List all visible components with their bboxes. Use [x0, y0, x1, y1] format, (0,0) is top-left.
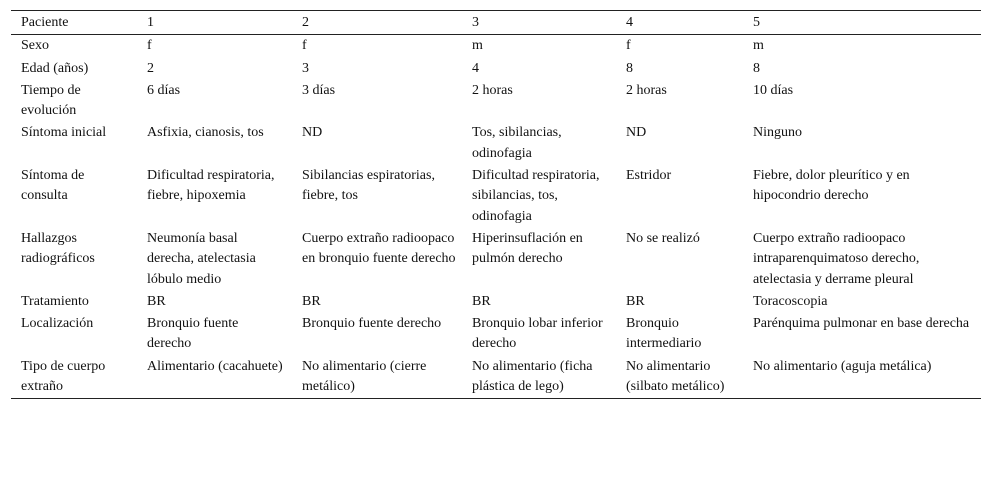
table-cell: Tos, sibilancias, odinofagia: [472, 125, 562, 161]
table-cell: f: [302, 38, 307, 54]
table-row-localizacion: [11, 313, 981, 356]
table-row-sintoma-consulta: [11, 165, 981, 228]
table-cell: Toracoscopia: [753, 293, 828, 309]
table-cell: 6 días: [147, 82, 181, 98]
table-cell: m: [753, 38, 764, 54]
table-cell: No se realizó: [626, 230, 700, 246]
table-cell: Dificultad respiratoria, sibilancias, tos, odinofagia: [472, 168, 600, 224]
row-label: Tratamiento: [21, 293, 89, 309]
table-cell: Cuerpo extraño radioopaco intraparenquimatoso derecho, atelectasia y derrame pleural: [753, 230, 920, 287]
table-row-edad: [11, 58, 981, 80]
table-cell: Bronquio fuente derecho: [147, 316, 239, 352]
table-row-hallazgos-radiograficos: [11, 228, 981, 291]
header-patient-5: 5: [753, 15, 760, 30]
table-row-sexo: [11, 35, 981, 58]
table-cell: Hiperinsuflación en pulmón derecho: [472, 230, 583, 267]
table-row-tipo-cuerpo-extrano: [11, 356, 981, 399]
row-label: Síntoma inicial: [21, 125, 107, 141]
table-cell: Neumonía basal derecha, atelectasia lóbulo medio: [147, 230, 256, 287]
table-cell: BR: [626, 293, 645, 309]
table-cell: Alimentario (cacahuete): [147, 358, 283, 374]
table-cell: No alimentario (ficha plástica de lego): [472, 358, 593, 395]
case-table: [11, 10, 981, 399]
table-cell: Cuerpo extraño radioopaco en bronquio fuente derecho: [302, 230, 456, 267]
table-cell: Parénquima pulmonar en base derecha: [753, 316, 970, 332]
table-cell: ND: [626, 125, 647, 141]
table-cell: Bronquio fuente derecho: [302, 316, 442, 332]
table-cell: 2 horas: [626, 82, 667, 98]
table-cell: Asfixia, cianosis, tos: [147, 125, 264, 141]
row-label: Edad (años): [21, 60, 89, 76]
table-cell: f: [626, 38, 631, 54]
header-label-paciente: Paciente: [21, 15, 69, 30]
table-cell: BR: [302, 293, 321, 309]
table-cell: 10 días: [753, 82, 794, 98]
table-cell: 8: [626, 60, 633, 76]
table-cell: No alimentario (aguja metálica): [753, 358, 932, 374]
table-row-tratamiento: [11, 291, 981, 313]
table-cell: 8: [753, 60, 760, 76]
row-label: Sexo: [21, 38, 49, 54]
table-cell: BR: [147, 293, 166, 309]
table-cell: No alimentario (silbato metálico): [626, 358, 725, 395]
table-cell: BR: [472, 293, 491, 309]
table-cell: Dificultad respiratoria, fiebre, hipoxemia: [147, 168, 275, 204]
table-cell: Ninguno: [753, 125, 802, 141]
table-cell: 4: [472, 60, 479, 76]
table-cell: Sibilancias espiratorias, fiebre, tos: [302, 168, 435, 204]
row-label: Tiempo de evolución: [21, 82, 81, 119]
table-cell: 3 días: [302, 82, 336, 98]
header-patient-3: 3: [472, 15, 479, 30]
table-cell: 2 horas: [472, 82, 513, 98]
row-label: Localización: [21, 316, 94, 332]
row-label: Hallazgos radiográficos: [21, 230, 95, 267]
table-cell: 2: [147, 60, 154, 76]
table-cell: Estridor: [626, 168, 672, 184]
row-label: Síntoma de consulta: [21, 168, 85, 204]
table-cell: 3: [302, 60, 309, 76]
case-table-container: [11, 10, 981, 399]
table-cell: ND: [302, 125, 323, 141]
table-row-sintoma-inicial: [11, 122, 981, 165]
table-cell: Bronquio lobar inferior derecho: [472, 316, 603, 352]
table-cell: Fiebre, dolor pleurítico y en hipocondrio derecho: [753, 168, 910, 204]
table-cell: m: [472, 38, 483, 54]
table-row-tiempo-evolucion: [11, 80, 981, 123]
table-cell: f: [147, 38, 152, 54]
table-header-row: [11, 11, 981, 35]
table-cell: Bronquio intermediario: [626, 316, 702, 352]
row-label: Tipo de cuerpo extraño: [21, 358, 106, 395]
header-patient-4: 4: [626, 15, 633, 30]
header-patient-1: 1: [147, 15, 154, 30]
header-patient-2: 2: [302, 15, 309, 30]
table-cell: No alimentario (cierre metálico): [302, 358, 427, 395]
